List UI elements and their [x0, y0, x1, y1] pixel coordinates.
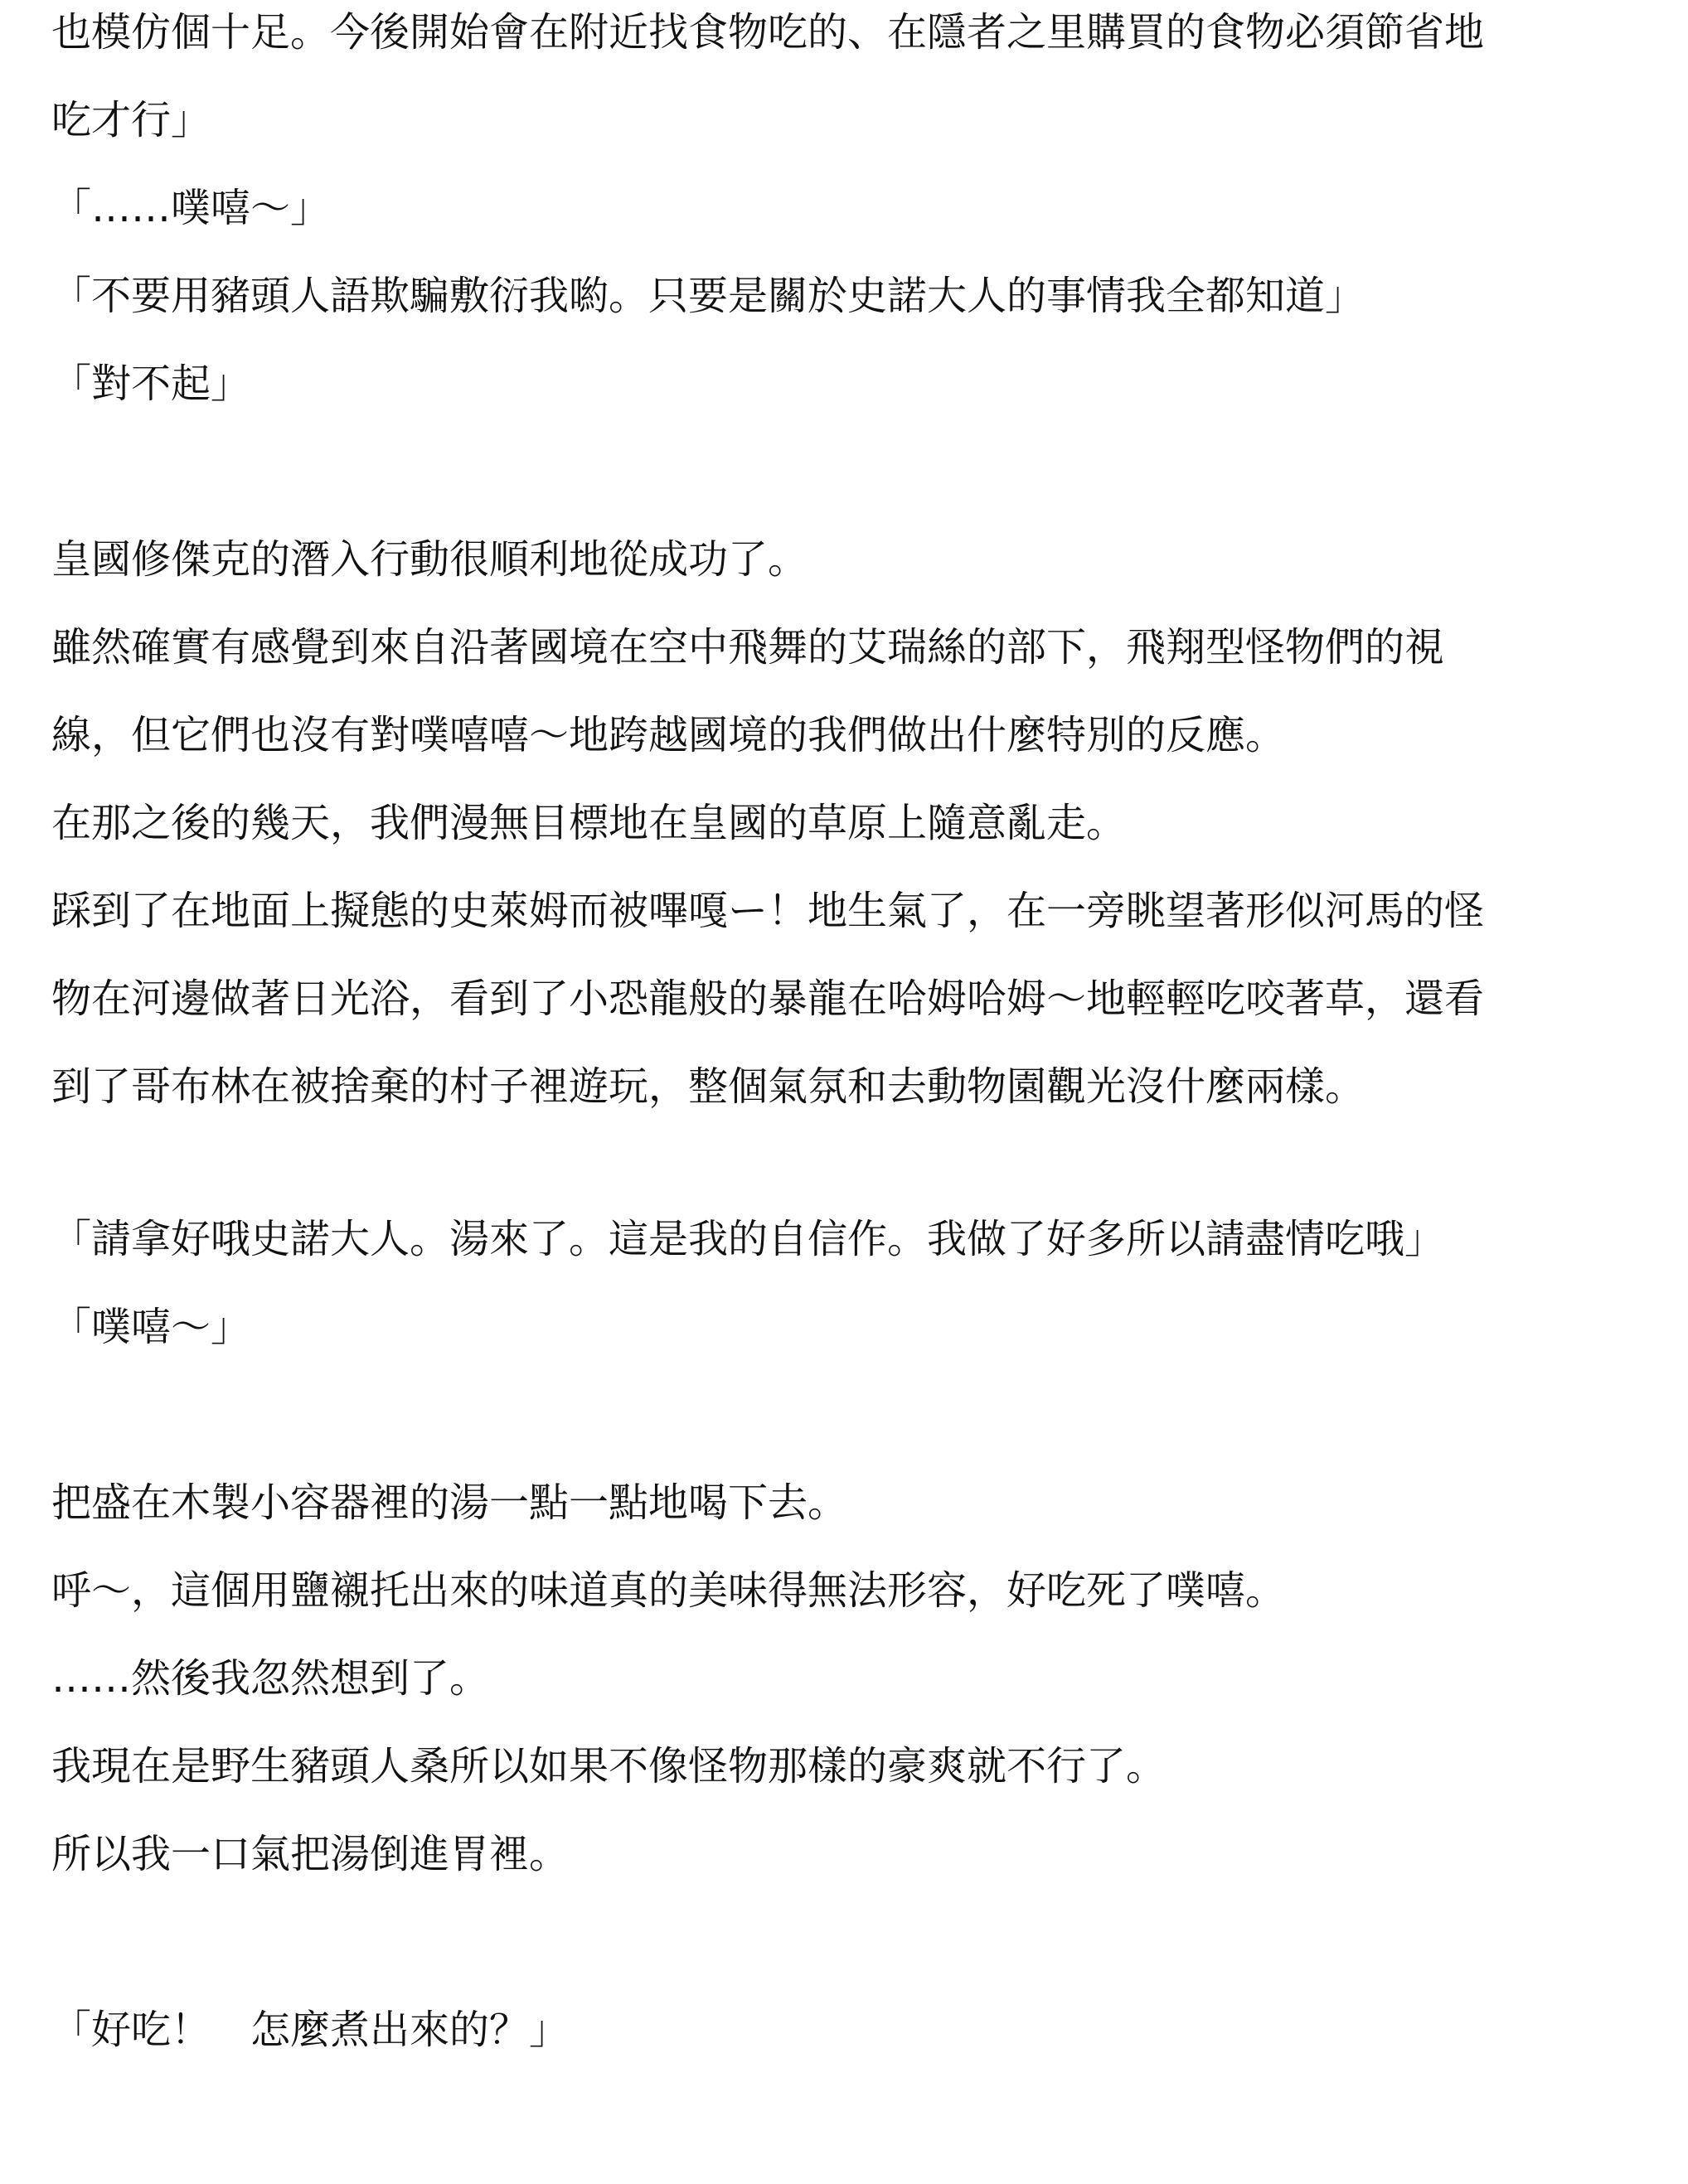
text-line: 「好吃！ 怎麼煮出來的？」 [51, 2007, 570, 2053]
text-line: 皇國修傑克的潛入行動很順利地從成功了。 [51, 536, 808, 583]
text-line: ……然後我忽然想到了。 [51, 1655, 490, 1702]
text-line: 「對不起」 [51, 361, 251, 407]
text-line: 雖然確實有感覺到來自沿著國境在空中飛舞的艾瑞絲的部下，飛翔型怪物們的視 [51, 624, 1445, 671]
text-line: 「請拿好哦史諾大人。湯來了。這是我的自信作。我做了好多所以請盡情吃哦」 [51, 1216, 1445, 1262]
text-line: 到了哥布林在被捨棄的村子裡遊玩，整個氣氛和去動物園觀光沒什麼兩樣。 [51, 1063, 1365, 1110]
text-line: 我現在是野生豬頭人桑所以如果不像怪物那樣的豪爽就不行了。 [51, 1743, 1167, 1789]
text-line: 在那之後的幾天，我們漫無目標地在皇國的草原上隨意亂走。 [51, 800, 1127, 846]
text-line: 「……噗嘻～」 [51, 185, 331, 231]
text-line: 吃才行」 [51, 97, 211, 143]
text-line: 踩到了在地面上擬態的史萊姆而被嗶嘎ー！地生氣了，在一旁眺望著形似河馬的怪 [51, 888, 1485, 934]
text-line: 所以我一口氣把湯倒進胃裡。 [51, 1831, 570, 1877]
text-line: 線，但它們也沒有對噗嘻嘻～地跨越國境的我們做出什麼特別的反應。 [51, 712, 1286, 758]
text-line: 把盛在木製小容器裡的湯一點一點地喝下去。 [51, 1479, 848, 1526]
text-line: 也模仿個十足。今後開始會在附近找食物吃的、在隱者之里購買的食物必須節省地 [51, 9, 1485, 56]
text-line: 「不要用豬頭人語欺騙敷衍我喲。只要是關於史諾大人的事情我全都知道」 [51, 273, 1365, 319]
text-line: 「噗嘻～」 [51, 1304, 251, 1350]
text-line: 呼～，這個用鹽襯托出來的味道真的美味得無法形容，好吃死了噗嘻。 [51, 1567, 1286, 1614]
text-line: 物在河邊做著日光浴，看到了小恐龍般的暴龍在哈姆哈姆～地輕輕吃咬著草，還看 [51, 976, 1485, 1022]
